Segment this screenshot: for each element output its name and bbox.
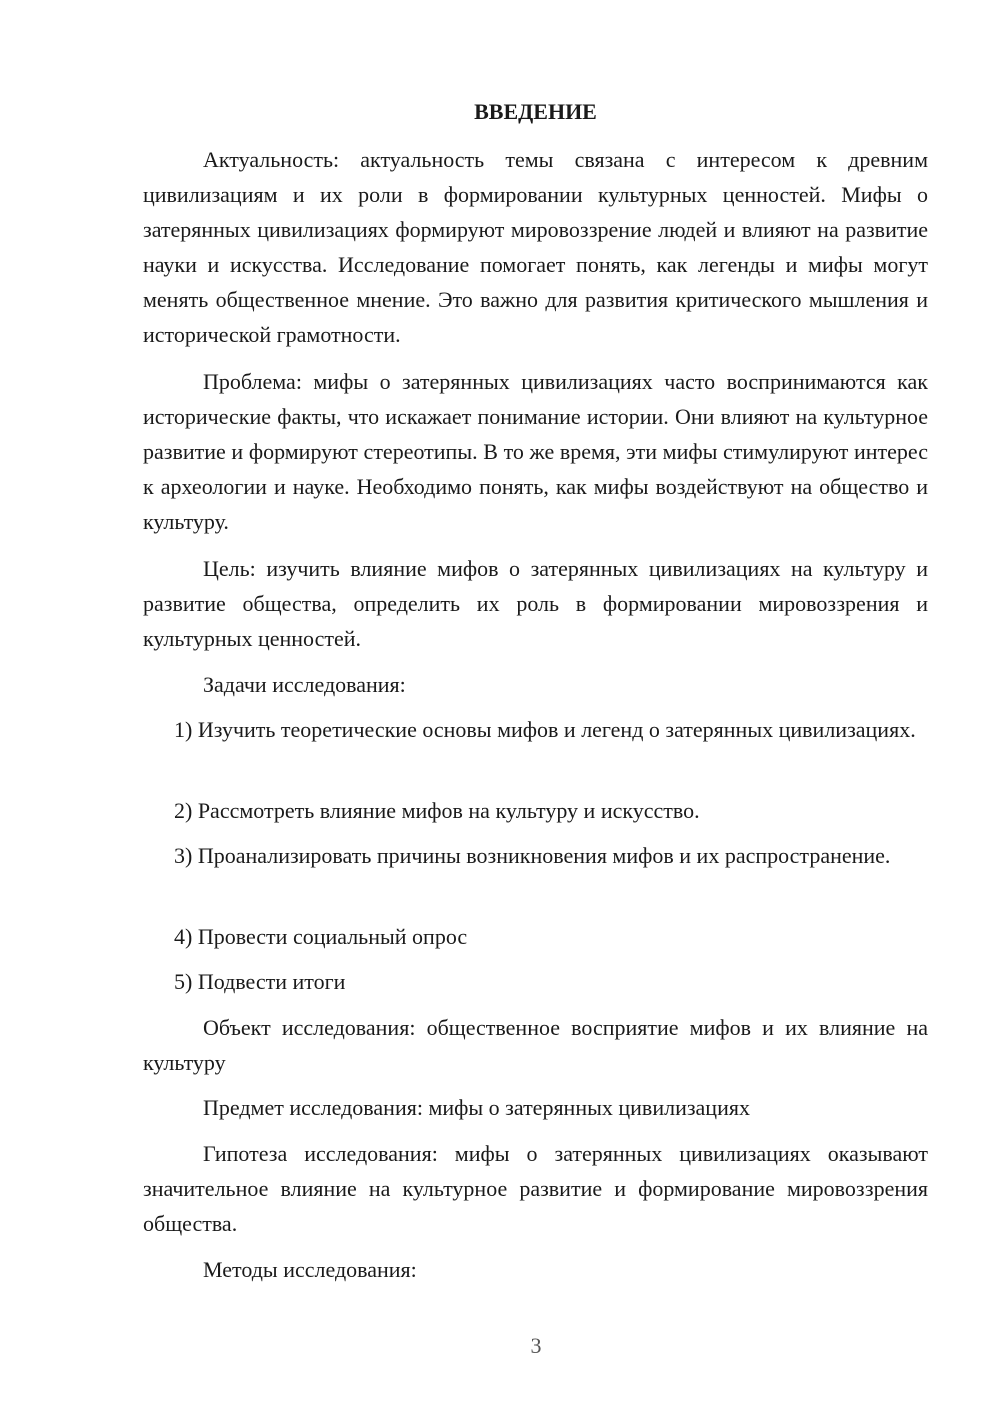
tasks-heading: Задачи исследования: (203, 672, 406, 697)
task-item-1: 1) Изучить теоретические основы мифов и легенд о затерянных цивилизациях. (174, 717, 916, 742)
section-title: ВВЕДЕНИЕ (474, 99, 597, 124)
relevance-paragraph: Актуальность: актуальность темы связана с интересом к древним цивилизациям и их роли в формировании культурных ценностей. Мифы о затерянных цивилизациях формируют мировоззрение людей и влияют на развитие науки и искусства. Исследование помогает понять, как легенды и мифы могут менять общественное мнение. Это важно для развития критического мышления и исторической грамотности. (143, 147, 928, 347)
goal-paragraph: Цель: изучить влияние мифов о затерянных цивилизациях на культуру и развитие общества, определить их роль в формировании мировоззрения и культурных ценностей. (143, 556, 928, 651)
page-number: 3 (530, 1333, 542, 1358)
hypothesis-paragraph: Гипотеза исследования: мифы о затерянных цивилизациях оказывают значительное влияние на культурное развитие и формирование мировоззрения общества. (143, 1141, 928, 1236)
task-item-5: 5) Подвести итоги (174, 969, 346, 994)
methods-heading: Методы исследования: (203, 1257, 417, 1282)
problem-paragraph: Проблема: мифы о затерянных цивилизациях часто воспринимаются как исторические факты, что искажает понимание истории. Они влияют на культурное развитие и формируют стереотипы. В то же время, эти мифы стимулируют интерес к археологии и науке. Необходимо понять, как мифы воздействуют на общество и культуру. (143, 369, 928, 534)
task-item-4: 4) Провести социальный опрос (174, 924, 468, 949)
task-item-3: 3) Проанализировать причины возникновения мифов и их распространение. (174, 843, 891, 868)
object-paragraph: Объект исследования: общественное восприятие мифов и их влияние на культуру (143, 1015, 928, 1075)
subject-paragraph: Предмет исследования: мифы о затерянных цивилизациях (203, 1095, 750, 1120)
task-item-2: 2) Рассмотреть влияние мифов на культуру и искусство. (174, 798, 700, 823)
